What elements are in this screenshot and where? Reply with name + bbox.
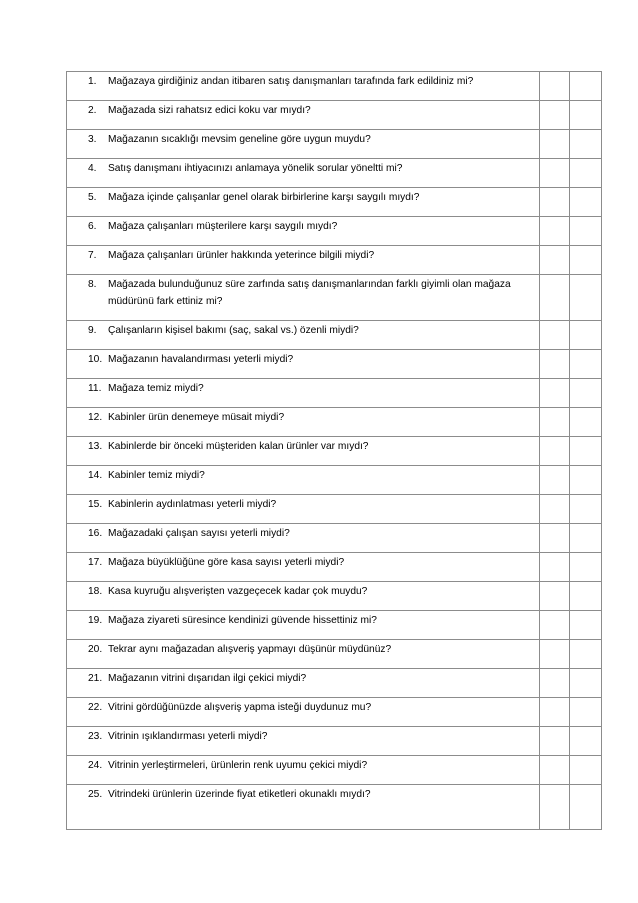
question-text: Mağaza içinde çalışanlar genel olarak birbirlerine karşı saygılı mıydı? xyxy=(108,192,420,203)
answer-cell-1[interactable] xyxy=(540,611,570,640)
question-text: Mağazanın havalandırması yeterli miydi? xyxy=(108,354,294,365)
question-text: Kabinler ürün denemeye müsait miydi? xyxy=(108,412,285,423)
answer-cell-1[interactable] xyxy=(540,698,570,727)
question-cell xyxy=(67,582,540,611)
answer-cell-1[interactable] xyxy=(540,495,570,524)
question-cell xyxy=(67,408,540,437)
answer-cell-2[interactable] xyxy=(570,350,602,379)
question-text: Kabinlerde bir önceki müşteriden kalan ürünler var mıydı? xyxy=(108,441,369,452)
question-number: 6. xyxy=(88,221,97,232)
question-number: 4. xyxy=(88,163,97,174)
question-number: 8. xyxy=(88,279,97,290)
question-text: Vitrinin ışıklandırması yeterli miydi? xyxy=(108,731,268,742)
answer-cell-2[interactable] xyxy=(570,611,602,640)
question-text: Mağaza ziyareti süresince kendinizi güvende hissettiniz mi? xyxy=(108,615,377,626)
question-row xyxy=(67,217,602,246)
question-row xyxy=(67,437,602,466)
question-row xyxy=(67,275,602,321)
question-number: 20. xyxy=(88,644,103,655)
answer-cell-2[interactable] xyxy=(570,246,602,275)
question-text: Kabinler temiz miydi? xyxy=(108,470,205,481)
answer-cell-2[interactable] xyxy=(570,727,602,756)
answer-cell-2[interactable] xyxy=(570,130,602,159)
answer-cell-2[interactable] xyxy=(570,72,602,101)
question-cell xyxy=(67,611,540,640)
question-text: Vitrindeki ürünlerin üzerinde fiyat etiketleri okunaklı mıydı? xyxy=(108,789,371,800)
question-text: Mağazanın sıcaklığı mevsim geneline göre uygun muydu? xyxy=(108,134,371,145)
question-text: Mağazadaki çalışan sayısı yeterli miydi? xyxy=(108,528,290,539)
answer-cell-2[interactable] xyxy=(570,466,602,495)
answer-cell-2[interactable] xyxy=(570,756,602,785)
question-row xyxy=(67,159,602,188)
question-text: Mağaza çalışanları müşterilere karşı saygılı mıydı? xyxy=(108,221,338,232)
question-cell xyxy=(67,130,540,159)
answer-cell-2[interactable] xyxy=(570,159,602,188)
question-cell xyxy=(67,640,540,669)
answer-cell-1[interactable] xyxy=(540,553,570,582)
question-row xyxy=(67,246,602,275)
answer-cell-1[interactable] xyxy=(540,130,570,159)
question-text: Kabinlerin aydınlatması yeterli miydi? xyxy=(108,499,277,510)
answer-cell-2[interactable] xyxy=(570,275,602,321)
question-cell xyxy=(67,553,540,582)
question-row xyxy=(67,524,602,553)
question-text: Çalışanların kişisel bakımı (saç, sakal vs.) özenli miydi? xyxy=(108,325,359,336)
answer-cell-2[interactable] xyxy=(570,188,602,217)
answer-cell-1[interactable] xyxy=(540,640,570,669)
answer-cell-1[interactable] xyxy=(540,437,570,466)
question-cell xyxy=(67,350,540,379)
question-cell xyxy=(67,785,540,830)
answer-cell-2[interactable] xyxy=(570,495,602,524)
answer-cell-1[interactable] xyxy=(540,275,570,321)
question-row xyxy=(67,130,602,159)
question-text: Mağazada bulunduğunuz süre zarfında satış danışmanlarından farklı giyimli olan mağaza müdürünü fark ettiniz mi? xyxy=(108,279,511,307)
question-row xyxy=(67,350,602,379)
answer-cell-1[interactable] xyxy=(540,246,570,275)
question-number: 22. xyxy=(88,702,103,713)
question-row xyxy=(67,611,602,640)
question-cell xyxy=(67,669,540,698)
answer-cell-1[interactable] xyxy=(540,350,570,379)
question-cell xyxy=(67,72,540,101)
question-row xyxy=(67,188,602,217)
question-cell xyxy=(67,756,540,785)
question-text: Mağazanın vitrini dışarıdan ilgi çekici miydi? xyxy=(108,673,307,684)
question-number: 16. xyxy=(88,528,103,539)
answer-cell-1[interactable] xyxy=(540,217,570,246)
question-text: Vitrini gördüğünüzde alışveriş yapma isteği duydunuz mu? xyxy=(108,702,372,713)
question-row xyxy=(67,466,602,495)
question-row xyxy=(67,101,602,130)
question-row xyxy=(67,379,602,408)
question-cell xyxy=(67,246,540,275)
answer-cell-1[interactable] xyxy=(540,785,570,830)
question-number: 23. xyxy=(88,731,103,742)
question-number: 12. xyxy=(88,412,103,423)
answer-cell-1[interactable] xyxy=(540,379,570,408)
question-text: Kasa kuyruğu alışverişten vazgeçecek kadar çok muydu? xyxy=(108,586,368,597)
question-row xyxy=(67,553,602,582)
survey-body xyxy=(67,72,602,830)
question-number: 21. xyxy=(88,673,103,684)
question-row xyxy=(67,669,602,698)
question-number: 14. xyxy=(88,470,103,481)
answer-cell-1[interactable] xyxy=(540,756,570,785)
answer-cell-1[interactable] xyxy=(540,321,570,350)
question-text: Vitrinin yerleştirmeleri, ürünlerin renk uyumu çekici miydi? xyxy=(108,760,368,771)
answer-cell-1[interactable] xyxy=(540,466,570,495)
question-cell xyxy=(67,466,540,495)
question-number: 10. xyxy=(88,354,103,365)
answer-cell-2[interactable] xyxy=(570,785,602,830)
question-number: 13. xyxy=(88,441,103,452)
question-number: 7. xyxy=(88,250,97,261)
question-row xyxy=(67,321,602,350)
question-row xyxy=(67,640,602,669)
answer-cell-2[interactable] xyxy=(570,217,602,246)
survey-table xyxy=(66,71,602,830)
answer-cell-1[interactable] xyxy=(540,669,570,698)
answer-cell-2[interactable] xyxy=(570,698,602,727)
answer-cell-1[interactable] xyxy=(540,159,570,188)
question-row xyxy=(67,756,602,785)
question-text: Mağazaya girdiğiniz andan itibaren satış danışmanları tarafında fark edildiniz mi? xyxy=(108,76,474,87)
answer-cell-2[interactable] xyxy=(570,408,602,437)
question-row xyxy=(67,495,602,524)
question-number: 18. xyxy=(88,586,103,597)
answer-cell-2[interactable] xyxy=(570,321,602,350)
question-cell xyxy=(67,437,540,466)
question-text: Mağaza çalışanları ürünler hakkında yeterince bilgili miydi? xyxy=(108,250,375,261)
question-cell xyxy=(67,524,540,553)
answer-cell-2[interactable] xyxy=(570,101,602,130)
question-cell xyxy=(67,495,540,524)
answer-cell-1[interactable] xyxy=(540,101,570,130)
answer-cell-2[interactable] xyxy=(570,379,602,408)
question-number: 17. xyxy=(88,557,103,568)
question-row xyxy=(67,582,602,611)
question-cell xyxy=(67,217,540,246)
question-cell xyxy=(67,379,540,408)
question-number: 15. xyxy=(88,499,103,510)
question-cell xyxy=(67,101,540,130)
answer-cell-2[interactable] xyxy=(570,437,602,466)
question-cell xyxy=(67,727,540,756)
answer-cell-1[interactable] xyxy=(540,188,570,217)
question-row xyxy=(67,408,602,437)
answer-cell-2[interactable] xyxy=(570,582,602,611)
question-cell xyxy=(67,188,540,217)
question-number: 19. xyxy=(88,615,103,626)
question-row xyxy=(67,785,602,830)
answer-cell-1[interactable] xyxy=(540,72,570,101)
question-number: 1. xyxy=(88,76,97,87)
answer-cell-2[interactable] xyxy=(570,640,602,669)
question-text: Mağaza temiz miydi? xyxy=(108,383,204,394)
question-number: 24. xyxy=(88,760,103,771)
question-number: 2. xyxy=(88,105,97,116)
question-number: 25. xyxy=(88,789,103,800)
question-row xyxy=(67,698,602,727)
answer-cell-2[interactable] xyxy=(570,553,602,582)
question-text: Satış danışmanı ihtiyacınızı anlamaya yönelik sorular yöneltti mi? xyxy=(108,163,403,174)
question-cell xyxy=(67,275,540,321)
question-number: 3. xyxy=(88,134,97,145)
answer-cell-1[interactable] xyxy=(540,582,570,611)
answer-cell-2[interactable] xyxy=(570,669,602,698)
question-text: Tekrar aynı mağazadan alışveriş yapmayı düşünür müydünüz? xyxy=(108,644,392,655)
question-cell xyxy=(67,159,540,188)
question-text: Mağaza büyüklüğüne göre kasa sayısı yeterli miydi? xyxy=(108,557,345,568)
question-number: 5. xyxy=(88,192,97,203)
question-text: Mağazada sizi rahatsız edici koku var mıydı? xyxy=(108,105,311,116)
answer-cell-1[interactable] xyxy=(540,524,570,553)
answer-cell-1[interactable] xyxy=(540,408,570,437)
question-row xyxy=(67,727,602,756)
question-cell xyxy=(67,321,540,350)
question-number: 9. xyxy=(88,325,97,336)
answer-cell-1[interactable] xyxy=(540,727,570,756)
question-number: 11. xyxy=(88,383,102,394)
question-row xyxy=(67,72,602,101)
question-cell xyxy=(67,698,540,727)
answer-cell-2[interactable] xyxy=(570,524,602,553)
